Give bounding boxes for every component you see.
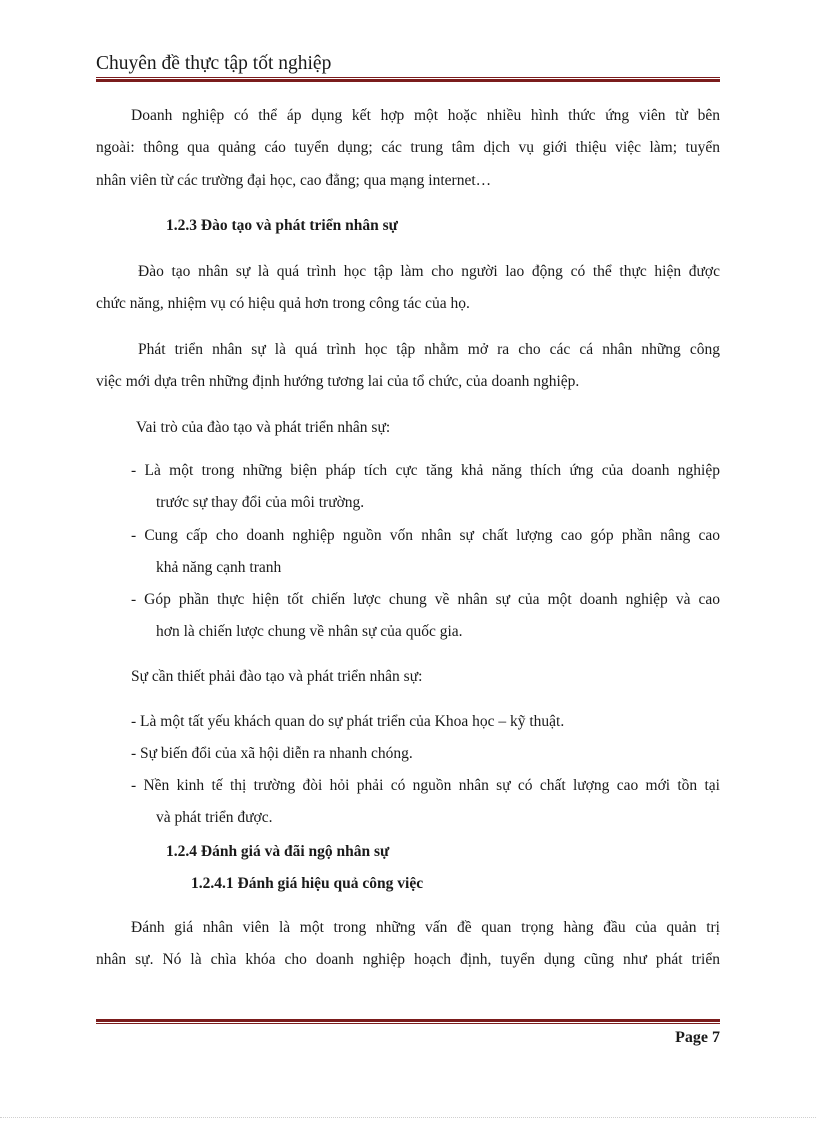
- page-edge-divider: [0, 1117, 816, 1118]
- list-intro: Vai trò của đào tạo và phát triển nhân sự:: [136, 419, 391, 436]
- paragraph-line: Đào tạo nhân sự là quá trình học tập làm cho người lao động có thể thực hiện được: [138, 263, 720, 280]
- section-heading-1-2-4: 1.2.4 Đánh giá và đãi ngộ nhân sự: [166, 843, 390, 860]
- paragraph-line: nhân sự. Nó là chìa khóa cho doanh nghiệp hoạch định, tuyển dụng cũng như phát triển: [96, 951, 720, 968]
- section-heading-1-2-4-1: 1.2.4.1 Đánh giá hiệu quả công việc: [191, 875, 424, 892]
- list-item: - Nền kinh tế thị trường đòi hỏi phải có nguồn nhân sự có chất lượng cao mới tồn tại: [131, 777, 720, 794]
- paragraph-line: chức năng, nhiệm vụ có hiệu quả hơn trong công tác của họ.: [96, 295, 470, 312]
- paragraph-line: Phát triển nhân sự là quá trình học tập nhằm mở ra cho các cá nhân những công: [138, 341, 720, 358]
- paragraph-line: việc mới dựa trên những định hướng tương lai của tổ chức, của doanh nghiệp.: [96, 373, 580, 390]
- list-item: - Sự biến đổi của xã hội diễn ra nhanh chóng.: [131, 745, 413, 762]
- list-intro: Sự cần thiết phải đào tạo và phát triển nhân sự:: [131, 668, 423, 685]
- footer-rule: [96, 1019, 720, 1024]
- list-item: - Là một tất yếu khách quan do sự phát triển của Khoa học – kỹ thuật.: [131, 713, 565, 730]
- page-number: Page 7: [675, 1029, 720, 1046]
- section-heading-1-2-3: 1.2.3 Đào tạo và phát triển nhân sự: [166, 217, 398, 234]
- list-item-continuation: và phát triển được.: [156, 809, 273, 826]
- header-title: Chuyên đề thực tập tốt nghiệp: [96, 53, 332, 74]
- paragraph-line: nhân viên từ các trường đại học, cao đẳng; qua mạng internet…: [96, 172, 492, 189]
- paragraph-line: ngoài: thông qua quảng cáo tuyển dụng; các trung tâm dịch vụ giới thiệu việc làm; tuyển: [96, 139, 720, 156]
- list-item-continuation: hơn là chiến lược chung về nhân sự của quốc gia.: [156, 623, 463, 640]
- list-item: - Góp phần thực hiện tốt chiến lược chung về nhân sự của một doanh nghiệp và cao: [131, 591, 720, 608]
- paragraph-line: Đánh giá nhân viên là một trong những vấn đề quan trọng hàng đầu của quản trị: [131, 919, 720, 936]
- paragraph-line: Doanh nghiệp có thể áp dụng kết hợp một hoặc nhiều hình thức ứng viên từ bên: [131, 107, 720, 124]
- list-item: - Là một trong những biện pháp tích cực tăng khả năng thích ứng của doanh nghiệp: [131, 462, 720, 479]
- header-rule: [96, 77, 720, 82]
- list-item-continuation: khả năng cạnh tranh: [156, 559, 282, 576]
- list-item-continuation: trước sự thay đổi của môi trường.: [156, 494, 365, 511]
- list-item: - Cung cấp cho doanh nghiệp nguồn vốn nhân sự chất lượng cao góp phần nâng cao: [131, 527, 720, 544]
